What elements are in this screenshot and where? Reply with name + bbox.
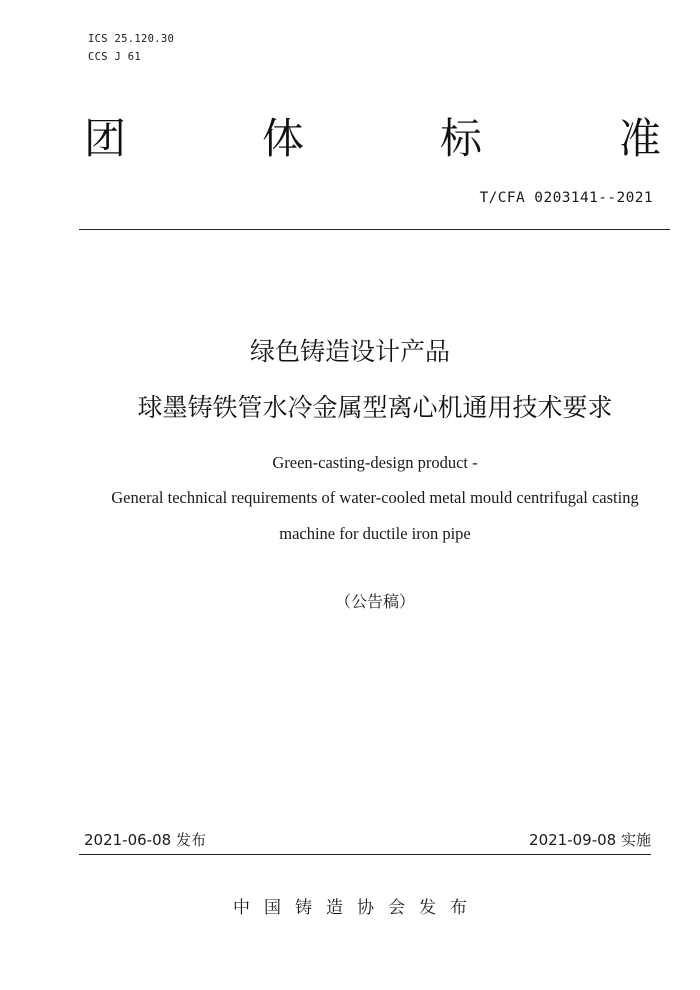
ics-code: ICS 25.120.30 xyxy=(88,33,175,45)
standard-number: T/CFA 0203141--2021 xyxy=(479,190,653,206)
header-char-3: 标 xyxy=(440,114,483,163)
issuer: 中国铸造协会发布 xyxy=(233,898,481,918)
header-char-2: 体 xyxy=(262,114,305,163)
title-zh-line-2: 球墨铸铁管水冷金属型离心机通用技术要求 xyxy=(137,393,613,422)
bottom-divider xyxy=(79,854,651,855)
title-en-line-2: General technical requirements of water-cooled metal mould centrifugal casting xyxy=(111,488,639,507)
title-en-line-1: Green-casting-design product - xyxy=(272,453,478,472)
publish-date: 2021-06-08 发布 xyxy=(84,831,206,849)
implement-date: 2021-09-08 实施 xyxy=(529,831,651,849)
title-zh-line-1: 绿色铸造设计产品 xyxy=(249,337,450,366)
header-char-1: 团 xyxy=(84,114,127,163)
ccs-code: CCS J 61 xyxy=(88,51,141,63)
top-divider xyxy=(79,229,670,230)
header-char-4: 准 xyxy=(619,114,662,163)
title-en-line-3: machine for ductile iron pipe xyxy=(279,524,471,543)
draft-label: （公告稿） xyxy=(334,592,415,611)
